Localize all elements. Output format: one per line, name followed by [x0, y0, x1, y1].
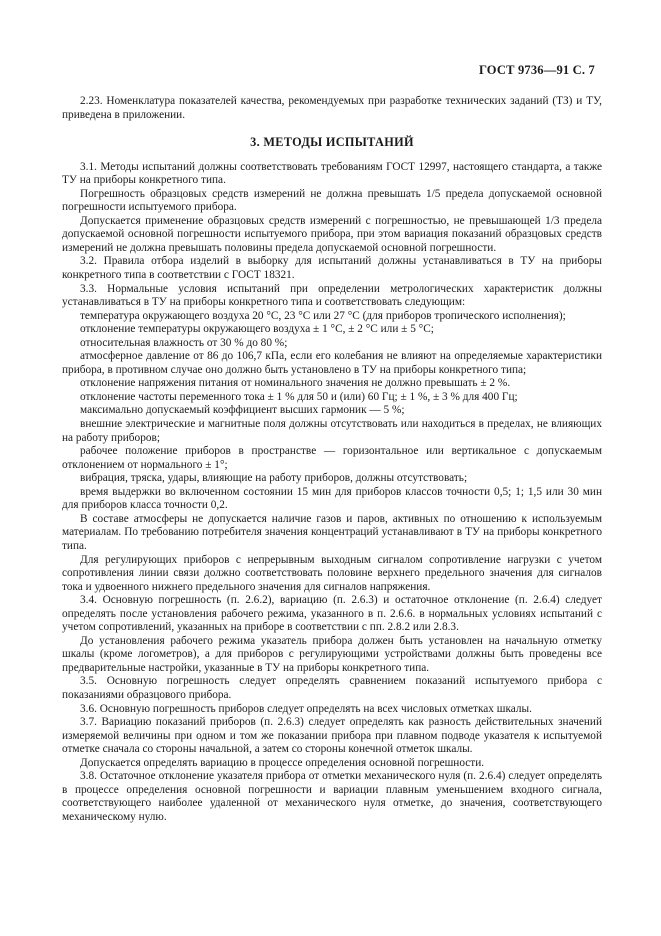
section-title: 3. МЕТОДЫ ИСПЫТАНИЙ [250, 135, 414, 150]
paragraph: 3.6. Основную погрешность приборов следует определять на всех числовых отметках шкалы. [80, 702, 532, 715]
paragraph: 3.8. Остаточное отклонение указателя прибора от отметки механического нуля (п. 2.6.4) следует определять в процессе определения основной погрешности и вариации плавным уменьшением входного сигнала, соответствующего наиболее удаленной от механического нуля отметке, до значения, соответствующего механическому нулю. [62, 770, 602, 823]
paragraph: отклонение температуры окружающего воздуха ± 1 °С, ± 2 °С или ± 5 °С; [80, 323, 434, 336]
paragraph: вибрация, тряска, удары, влияющие на работу приборов, должны отсутствовать; [80, 472, 468, 485]
page-header: ГОСТ 9736—91 С. 7 [478, 63, 595, 77]
paragraph: внешние электрические и магнитные поля должны отсутствовать или находиться в пределах, не влияющих на работу приборов; [62, 418, 602, 444]
paragraph: рабочее положение приборов в пространстве — горизонтальное или вертикальное с допускаемым отклонением от нормального ± 1°; [62, 445, 602, 471]
paragraph: 3.7. Вариацию показаний приборов (п. 2.6.3) следует определять как разность действительных значений измеряемой величины при одном и том же показании прибора при плавном подводе указателя к испытуемой отметке сначала со стороны начальной, а затем со стороны конечной отметок шкалы. [62, 716, 602, 756]
paragraph: Для регулирующих приборов с непрерывным выходным сигналом сопротивление нагрузки с учетом сопротивления линии связи должно соответствовать половине верхнего предельного значения для сигналов тока и удвоенного нижнего предельного значения для сигналов напряжения. [62, 553, 602, 593]
paragraph: атмосферное давление от 86 до 106,7 кПа, если его колебания не влияют на определяемые характеристики прибора, в противном случае оно должно быть установлено в ТУ на приборы конкретного типа; [62, 350, 602, 376]
paragraph: 3.4. Основную погрешность (п. 2.6.2), вариацию (п. 2.6.3) и остаточное отклонение (п. 2.6.4) следует определять после установления рабочего режима, указанного в п. 2.6.6. в нормальных условиях испытаний с учетом сопротивлений, указанных на приборе в соответствии с пп. 2.8.2 или 2.8.3. [62, 594, 602, 634]
paragraph: Допускается определять вариацию в процессе определения основной погрешности. [80, 756, 485, 769]
paragraph-list [62, 161, 602, 825]
paragraph: До установления рабочего режима указатель прибора должен быть установлен на начальную отметку шкалы (кроме логометров), а для приборов с регулирующими устройствами должны быть проведены все предварительные настройки, указанные в ТУ на приборы конкретного типа. [62, 634, 602, 674]
paragraph: относительная влажность от 30 % до 80 %; [80, 336, 288, 349]
paragraph: максимально допускаемый коэффициент высших гармоник — 5 %; [80, 404, 405, 417]
paragraph: Допускается применение образцовых средств измерений с погрешностью, не превышающей 1/3 предела допускаемой основной погрешности испытуемого прибора, при этом вариация показаний образцовых средств измерений не должна превышать половины предела допускаемой основной погрешности. [62, 214, 602, 254]
paragraph: отклонение напряжения питания от номинального значения не должно превышать ± 2 %. [80, 377, 511, 390]
paragraph: 3.2. Правила отбора изделий в выборку для испытаний должны устанавливаться в ТУ на приборы конкретного типа в соответствии с ГОСТ 18321. [62, 255, 602, 282]
paragraph: 3.1. Методы испытаний должны соответствовать требованиям ГОСТ 12997, настоящего стандарта, а также ТУ на приборы конкретного типа. [62, 160, 602, 187]
paragraph: отклонение частоты переменного тока ± 1 % для 50 и (или) 60 Гц; ± 1 %, ± 3 % для 400 Гц; [80, 390, 518, 403]
document-body [62, 95, 602, 824]
paragraph: 3.5. Основную погрешность следует определять сравнением показаний испытуемого прибора с показаниями образцового прибора. [62, 675, 602, 701]
paragraph: температура окружающего воздуха 20 °С, 23 °С или 27 °С (для приборов тропического исполнения); [80, 309, 566, 322]
paragraph: время выдержки во включенном состоянии 15 мин для приборов классов точности 0,5; 1; 1,5 или 30 мин для приборов класса точности 0,2. [62, 485, 602, 512]
paragraph: В составе атмосферы не допускается наличие газов и паров, активных по отношению к используемым материалам. По требованию потребителя значения концентраций устанавливают в ТУ на приборы конкретного типа. [62, 512, 602, 552]
paragraph-2-23: 2.23. Номенклатура показателей качества, рекомендуемых при разработке технических заданий (ТЗ) и ТУ, приведена в приложении. [62, 95, 602, 121]
paragraph: Погрешность образцовых средств измерений не должна превышать 1/5 предела допускаемой основной погрешности испытуемого прибора. [62, 187, 602, 214]
paragraph: 3.3. Нормальные условия испытаний при определении метрологических характеристик должны устанавливаться в ТУ на приборы конкретного типа и соответствовать следующим: [62, 282, 602, 309]
